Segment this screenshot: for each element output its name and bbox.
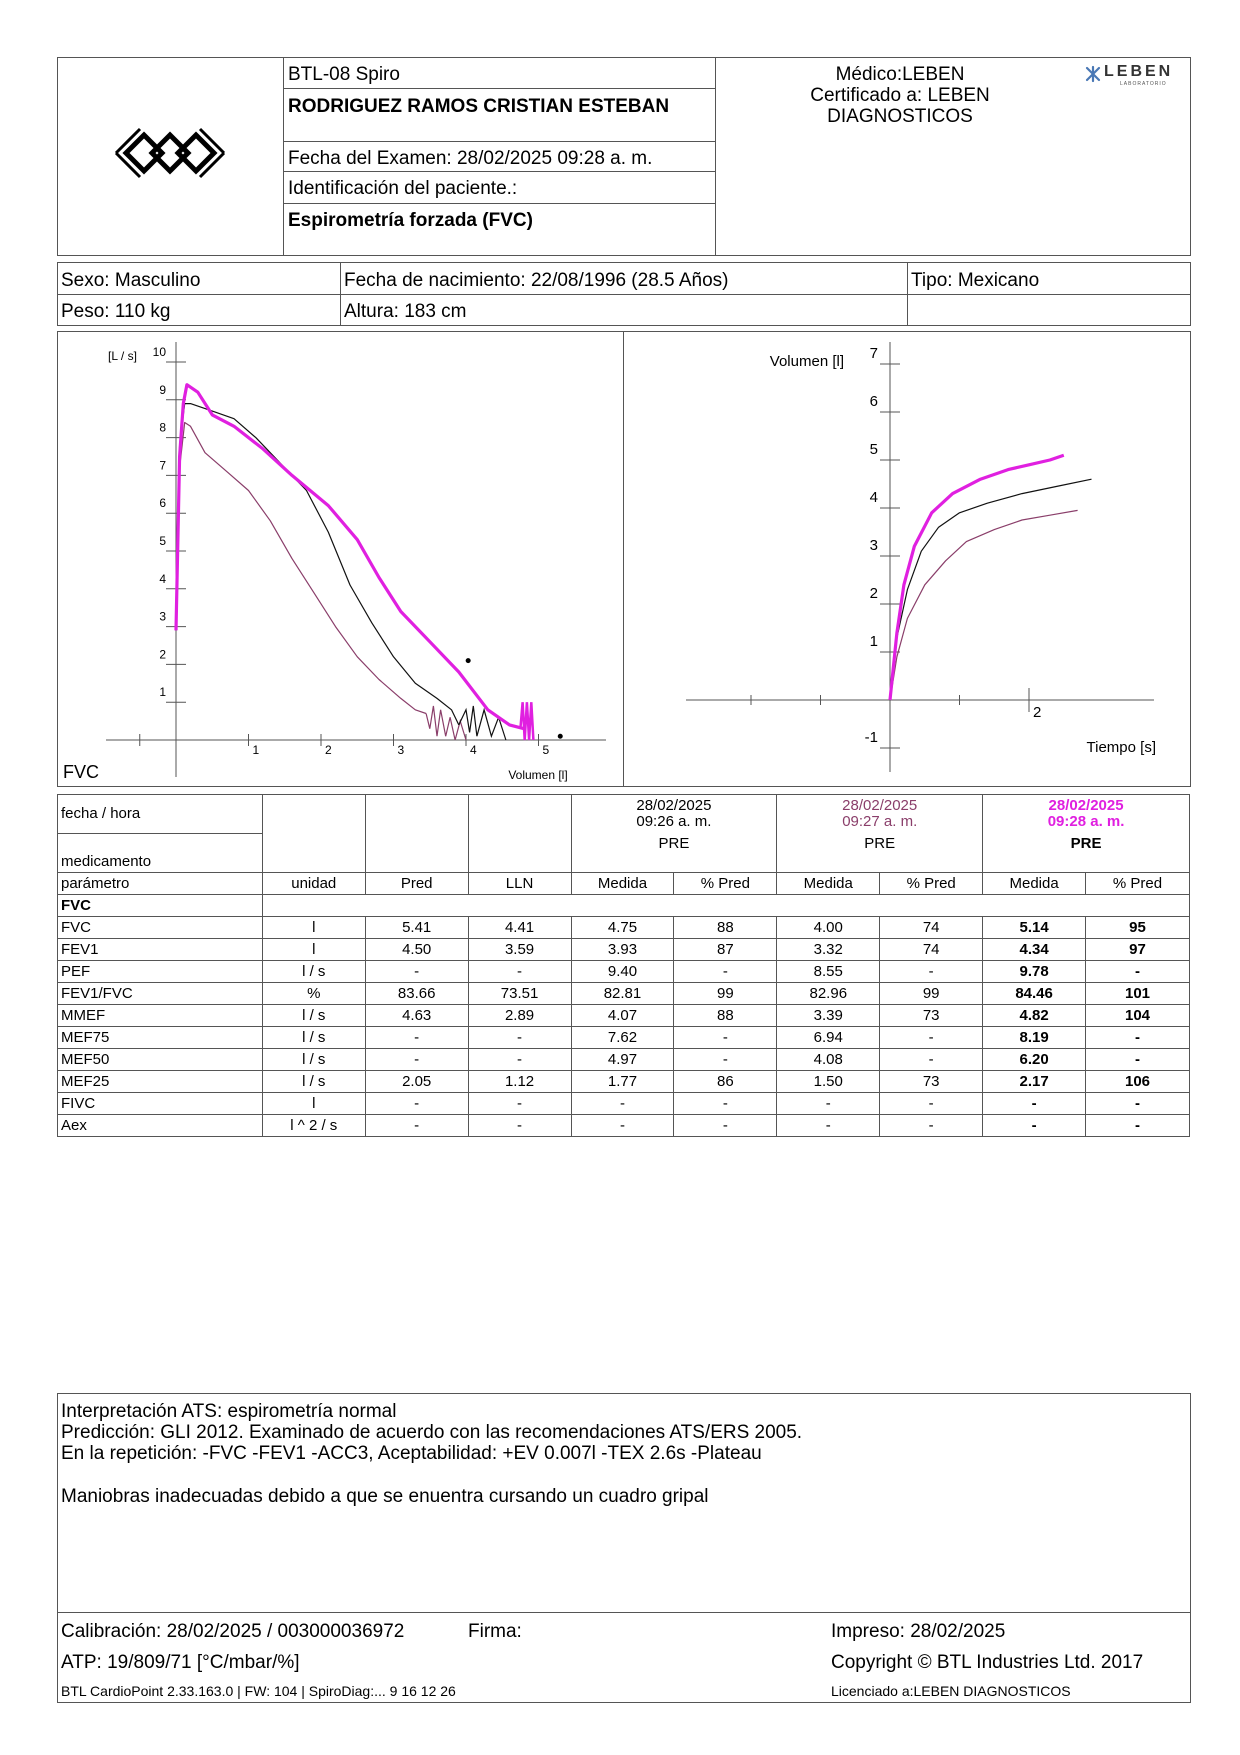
table-cell: -	[1086, 1049, 1190, 1071]
table-cell: -	[880, 1093, 983, 1115]
y-tick-label: -1	[864, 729, 878, 746]
table-cell: 3.93	[571, 939, 674, 961]
table-group-row	[58, 895, 1190, 917]
x-axis-label: Tiempo [s]	[1086, 739, 1156, 756]
table-cell: 95	[1086, 917, 1190, 939]
table-cell: 88	[674, 1005, 777, 1027]
y-tick-label: 4	[869, 489, 878, 506]
x-axis-label: Volumen [l]	[508, 768, 568, 782]
header-divider-left	[283, 57, 284, 256]
param-name: FIVC	[58, 1093, 263, 1115]
column-header: % Pred	[880, 873, 983, 895]
volume-time-chart	[624, 332, 1190, 786]
patient-sex: Sexo: Masculino	[61, 270, 201, 291]
flow-series-2	[176, 404, 459, 725]
table-cell: %	[262, 983, 365, 1005]
interp-line-3: En la repetición: -FVC -FEV1 -ACC3, Aceptabilidad: +EV 0.007l -TEX 2.6s -Plateau	[61, 1443, 762, 1464]
table-cell: -	[880, 1049, 983, 1071]
table-cell: 3.32	[777, 939, 880, 961]
param-name: MEF75	[58, 1027, 263, 1049]
table-cell: -	[880, 1027, 983, 1049]
table-cell: 3.39	[777, 1005, 880, 1027]
y-tick-label: 4	[159, 571, 166, 586]
table-cell: l	[262, 939, 365, 961]
patient-name: RODRIGUEZ RAMOS CRISTIAN ESTEBAN	[288, 96, 670, 117]
table-cell: l / s	[262, 1049, 365, 1071]
interp-line-2: Predicción: GLI 2012. Examinado de acuerdo con las recomendaciones ATS/ERS 2005.	[61, 1422, 803, 1443]
table-row	[58, 917, 1190, 939]
table-cell: -	[365, 1027, 468, 1049]
session-3-date: 28/02/2025	[1048, 797, 1124, 815]
table-cell: 1.77	[571, 1071, 674, 1093]
table-cell: l / s	[262, 1071, 365, 1093]
table-cell: 99	[674, 983, 777, 1005]
table-cell: -	[674, 1115, 777, 1137]
table-cell: l ^ 2 / s	[262, 1115, 365, 1137]
table-cell: 5.14	[983, 917, 1086, 939]
table-row	[58, 961, 1190, 983]
leben-logo-mark-icon	[1084, 65, 1102, 83]
table-cell: -	[365, 961, 468, 983]
table-cell: 4.75	[571, 917, 674, 939]
y-tick-label: 10	[152, 345, 166, 359]
table-cell: -	[777, 1093, 880, 1115]
param-name: MEF50	[58, 1049, 263, 1071]
patient-weight: Peso: 110 kg	[61, 301, 171, 322]
x-tick-label: 2	[325, 743, 332, 757]
patient-type: Tipo: Mexicano	[911, 270, 1040, 291]
flow-series-1	[176, 385, 524, 729]
y-tick-label: 3	[159, 609, 166, 624]
table-cell: 73	[880, 1005, 983, 1027]
header-rule-3	[283, 171, 715, 172]
y-tick-label: 7	[869, 345, 878, 362]
param-name: Aex	[58, 1115, 263, 1137]
table-cell: l / s	[262, 961, 365, 983]
table-row	[58, 983, 1190, 1005]
table-cell: -	[1086, 961, 1190, 983]
x-tick-label: 2	[1033, 704, 1042, 721]
table-cell: -	[674, 1027, 777, 1049]
table-cell: 3.59	[468, 939, 571, 961]
column-header: Medida	[777, 873, 880, 895]
table-cell: 74	[880, 939, 983, 961]
column-header: Medida	[983, 873, 1086, 895]
table-cell: l	[262, 917, 365, 939]
device-name: BTL-08 Spiro	[288, 64, 400, 85]
y-tick-label: 6	[159, 496, 166, 511]
y-tick-label: 6	[869, 393, 878, 410]
table-cell: l / s	[262, 1005, 365, 1027]
table-cell: -	[674, 961, 777, 983]
certified-line-1: Certificado a: LEBEN	[810, 85, 990, 106]
leben-logo-sub: LABORATORIO	[1120, 81, 1167, 87]
table-cell: 5.41	[365, 917, 468, 939]
column-header: % Pred	[1086, 873, 1190, 895]
table-cell: 88	[674, 917, 777, 939]
copyright: Copyright © BTL Industries Ltd. 2017	[831, 1652, 1144, 1673]
session-2-med: PRE	[777, 834, 983, 873]
interp-line-4: Maniobras inadecuadas debido a que se enuentra cursando un cuadro gripal	[61, 1486, 709, 1507]
header-divider-right	[715, 57, 716, 256]
table-cell: -	[468, 1027, 571, 1049]
btl-logo-text: BTL	[170, 160, 172, 161]
software-version: BTL CardioPoint 2.33.163.0 | FW: 104 | SpiroDiag:... 9 16 12 26	[61, 1683, 456, 1699]
licensed-to: Licenciado a:LEBEN DIAGNOSTICOS	[831, 1683, 1071, 1699]
medicamento-label: medicamento	[58, 834, 263, 873]
volume-series-1	[890, 455, 1064, 700]
patient-info-rule	[57, 294, 1191, 295]
parameters-table	[57, 794, 1190, 1137]
doctor-name: Médico:LEBEN	[835, 64, 965, 85]
table-cell: 8.55	[777, 961, 880, 983]
y-tick-label: 2	[159, 647, 166, 662]
table-cell: -	[468, 1093, 571, 1115]
table-row	[58, 939, 1190, 961]
session-3-datetime	[983, 795, 1190, 834]
table-cell: -	[674, 1049, 777, 1071]
atp: ATP: 19/809/71 [°C/mbar/%]	[61, 1652, 300, 1673]
btl-logo	[110, 120, 230, 186]
printed-date: Impreso: 28/02/2025	[831, 1621, 1006, 1642]
table-cell: 4.50	[365, 939, 468, 961]
x-tick-label: 3	[397, 743, 405, 757]
table-cell: l / s	[262, 1027, 365, 1049]
y-tick-label: 7	[159, 458, 166, 473]
y-tick-label: 2	[869, 585, 878, 602]
table-cell: 7.62	[571, 1027, 674, 1049]
table-cell: -	[880, 961, 983, 983]
param-name: PEF	[58, 961, 263, 983]
table-cell: -	[468, 1049, 571, 1071]
table-cell: 104	[1086, 1005, 1190, 1027]
session-2-datetime	[777, 795, 983, 834]
table-cell: -	[571, 1115, 674, 1137]
calibration: Calibración: 28/02/2025 / 003000036972	[61, 1621, 405, 1642]
table-cell: 4.41	[468, 917, 571, 939]
certified-line-2: DIAGNOSTICOS	[827, 106, 973, 127]
y-tick-label: 5	[159, 534, 166, 548]
table-cell: 99	[880, 983, 983, 1005]
table-cell: 84.46	[983, 983, 1086, 1005]
table-cell: 1.50	[777, 1071, 880, 1093]
header-rule-1	[283, 88, 715, 89]
table-cell: -	[1086, 1115, 1190, 1137]
table-cell: -	[365, 1093, 468, 1115]
interpretation-rule	[57, 1612, 1191, 1613]
table-cell: 2.05	[365, 1071, 468, 1093]
table-cell: 82.81	[571, 983, 674, 1005]
table-cell: 101	[1086, 983, 1190, 1005]
table-cell: -	[365, 1115, 468, 1137]
volume-series-2	[890, 479, 1092, 700]
patient-info-div-2	[907, 262, 908, 326]
patient-height: Altura: 183 cm	[344, 301, 467, 322]
param-name: FEV1	[58, 939, 263, 961]
exam-date: Fecha del Examen: 28/02/2025 09:28 a. m.	[288, 148, 653, 169]
table-row	[58, 1093, 1190, 1115]
y-tick-label: 9	[159, 382, 166, 397]
session-1-date: 28/02/2025	[636, 797, 712, 815]
patient-id-label: Identificación del paciente.:	[288, 178, 518, 199]
table-cell: 73.51	[468, 983, 571, 1005]
table-cell: 4.07	[571, 1005, 674, 1027]
table-cell: -	[880, 1115, 983, 1137]
table-cell: 73	[880, 1071, 983, 1093]
test-type: Espirometría forzada (FVC)	[288, 210, 533, 231]
table-cell: 4.97	[571, 1049, 674, 1071]
y-tick-label: 3	[869, 537, 878, 554]
column-header: LLN	[468, 873, 571, 895]
table-cell: -	[983, 1115, 1086, 1137]
session-2-date: 28/02/2025	[842, 797, 918, 815]
table-cell: -	[983, 1093, 1086, 1115]
table-cell: 4.34	[983, 939, 1086, 961]
table-cell: 4.00	[777, 917, 880, 939]
table-cell: -	[365, 1049, 468, 1071]
patient-info-div-1	[340, 262, 341, 326]
interp-line-1: Interpretación ATS: espirometría normal	[61, 1401, 397, 1422]
fecha-label: fecha / hora	[58, 795, 263, 834]
table-cell: -	[1086, 1093, 1190, 1115]
table-row	[58, 1027, 1190, 1049]
chart-title: FVC	[63, 762, 99, 782]
x-tick-label: 4	[470, 743, 477, 757]
table-cell: 4.82	[983, 1005, 1086, 1027]
flow-marker	[558, 734, 563, 739]
table-cell: -	[468, 961, 571, 983]
leben-logo	[1084, 63, 1184, 89]
table-row	[58, 1115, 1190, 1137]
param-name: MMEF	[58, 1005, 263, 1027]
group-label: FVC	[58, 895, 263, 917]
column-header: Pred	[365, 873, 468, 895]
table-cell: 9.78	[983, 961, 1086, 983]
y-axis-label: [L / s]	[108, 349, 137, 363]
table-cell: 9.40	[571, 961, 674, 983]
column-header: Medida	[571, 873, 674, 895]
session-3-med: PRE	[983, 834, 1190, 873]
column-header: unidad	[262, 873, 365, 895]
y-tick-label: 5	[869, 441, 878, 458]
session-2-time: 09:27 a. m.	[842, 813, 918, 831]
table-cell: -	[468, 1115, 571, 1137]
x-tick-label: 1	[252, 743, 260, 757]
param-name: FVC	[58, 917, 263, 939]
flow-series-3	[176, 423, 426, 714]
table-cell: -	[571, 1093, 674, 1115]
session-1-time: 09:26 a. m.	[636, 813, 712, 831]
flow-series-1-tail	[520, 702, 533, 740]
table-cell: 6.20	[983, 1049, 1086, 1071]
session-1-med: PRE	[571, 834, 777, 873]
table-cell: 86	[674, 1071, 777, 1093]
table-header-row	[58, 873, 1190, 895]
param-name: FEV1/FVC	[58, 983, 263, 1005]
patient-birth: Fecha de nacimiento: 22/08/1996 (28.5 Años)	[344, 270, 729, 291]
y-tick-label: 1	[869, 633, 878, 650]
y-axis-label: Volumen [l]	[769, 353, 844, 370]
column-header: % Pred	[674, 873, 777, 895]
table-cell: 4.63	[365, 1005, 468, 1027]
header-rule-2	[283, 141, 715, 142]
table-cell: 6.94	[777, 1027, 880, 1049]
table-cell: 2.17	[983, 1071, 1086, 1093]
table-cell: 1.12	[468, 1071, 571, 1093]
flow-marker	[466, 658, 471, 663]
table-cell: -	[1086, 1027, 1190, 1049]
table-cell: 87	[674, 939, 777, 961]
table-cell: -	[777, 1115, 880, 1137]
y-tick-label: 1	[159, 685, 166, 700]
param-name: MEF25	[58, 1071, 263, 1093]
table-cell: 106	[1086, 1071, 1190, 1093]
table-cell: 82.96	[777, 983, 880, 1005]
signature-label: Firma:	[468, 1621, 522, 1642]
table-cell: 8.19	[983, 1027, 1086, 1049]
y-tick-label: 8	[159, 420, 166, 435]
column-header: parámetro	[58, 873, 263, 895]
table-row	[58, 1071, 1190, 1093]
header-rule-4	[283, 203, 715, 204]
table-cell: l	[262, 1093, 365, 1115]
table-cell: 4.08	[777, 1049, 880, 1071]
table-cell: -	[674, 1093, 777, 1115]
table-cell: 2.89	[468, 1005, 571, 1027]
x-tick-label: 5	[542, 743, 550, 757]
table-cell: 97	[1086, 939, 1190, 961]
leben-logo-text: LEBEN	[1104, 63, 1174, 80]
table-cell: 83.66	[365, 983, 468, 1005]
session-3-time: 09:28 a. m.	[1047, 813, 1125, 831]
flow-volume-chart	[58, 332, 623, 786]
table-row	[58, 1049, 1190, 1071]
table-cell: 74	[880, 917, 983, 939]
session-1-datetime	[571, 795, 777, 834]
table-row	[58, 1005, 1190, 1027]
